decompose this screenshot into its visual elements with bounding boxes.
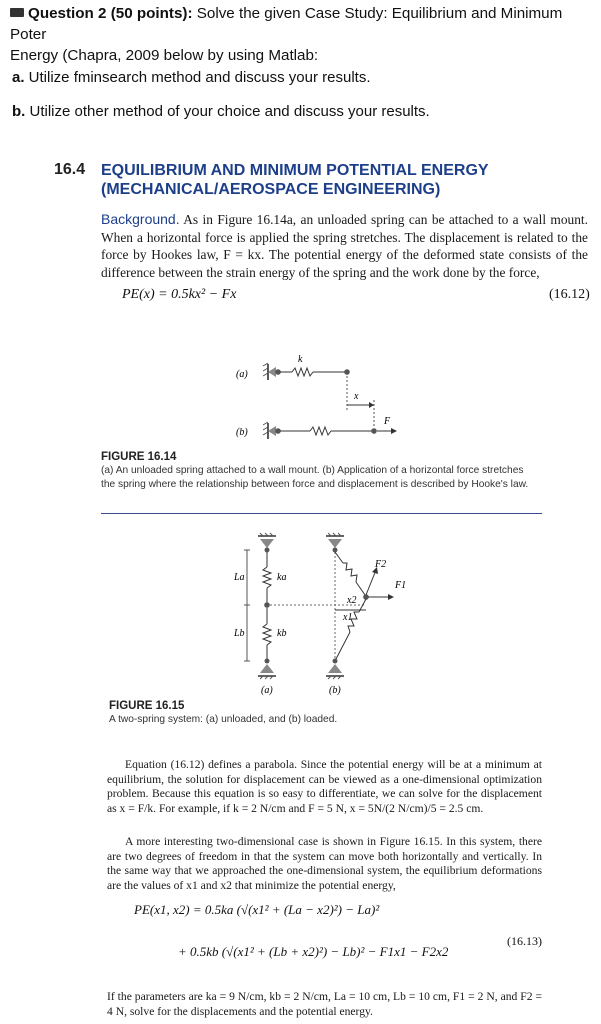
wall-mount-a — [263, 363, 281, 380]
background-text: As in Figure 16.14a, an unloaded spring can be attached to a wall mount. When a horizontal force is applied the spring stretches. The displacement is related to the force by Hookes law, F = kx. The potential energy of the deformed state consists of the difference between the strain energy of the spring and the work done by the force, — [101, 212, 588, 280]
section-title-line1: EQUILIBRIUM AND MINIMUM POTENTIAL ENERGY — [101, 162, 489, 179]
fig15b-bottom-mount — [326, 659, 344, 680]
question-title-bold: Question 2 (50 points): — [28, 5, 193, 22]
fig15-kb-label: kb — [277, 628, 287, 639]
fig15b-displaced-node — [363, 594, 369, 600]
section-title — [101, 161, 489, 199]
fig14-force-arrowhead — [391, 428, 397, 434]
figure-16-15-caption: A two-spring system: (a) unloaded, and (b) loaded. — [109, 714, 338, 725]
figure-divider — [101, 513, 542, 514]
fig15-F2-label: F2 — [375, 559, 387, 570]
section-title-line2: (MECHANICAL/AEROSPACE ENGINEERING) — [101, 181, 441, 198]
fig15-La-label: La — [234, 572, 245, 583]
fig15a-spring-b — [263, 608, 271, 659]
fig14-x-label: x — [354, 391, 359, 402]
fig14-k-label: k — [298, 354, 303, 365]
fig15b-top-mount — [326, 533, 344, 553]
background-label: Background. — [101, 211, 180, 227]
part-a-label: a. — [12, 69, 25, 86]
equation-16-13-line1: PE(x1, x2) = 0.5ka (√(x1² + (La − x2)²) − La)² — [134, 902, 380, 917]
body-paragraph-2: A more interesting two-dimensional case is shown in Figure 16.15. In this system, there are two degrees of freedom in that the system can move both horizontally and vertically. In the same way that we approached the one-dimensional system, the equilibrium deformations are the values of x1 and x2 that minimize the potential energy, — [107, 835, 542, 892]
body-paragraph-3: If the parameters are ka = 9 N/cm, kb = 2 N/cm, La = 10 cm, Lb = 10 cm, F1 = 2 N, and F2 = 4 N, solve for the displacements and the potential energy. — [107, 990, 542, 1018]
fig15-F1-arrowhead — [388, 594, 394, 600]
fig15-label-a: (a) — [261, 685, 273, 696]
part-b-text: Utilize other method of your choice and discuss your results. — [25, 103, 430, 120]
fig14-label-b: (b) — [236, 427, 248, 438]
fig15b-spring-a — [335, 552, 365, 595]
figure-16-14-title: FIGURE 16.14 — [101, 451, 177, 463]
spring-a — [280, 368, 350, 376]
fig15-Lb-label: Lb — [234, 628, 245, 639]
equation-16-13-number: (16.13) — [507, 934, 542, 948]
part-a-text: Utilize fminsearch method and discuss your results. — [24, 69, 371, 86]
fig15a-spring-a — [263, 552, 271, 603]
part-b-label: b. — [12, 103, 26, 120]
figure-16-14-caption: (a) An unloaded spring attached to a wall mount. (b) Application of a horizontal force stretches the spring where the relationship between force and displacement is described by Hooke's law. — [101, 465, 529, 490]
fig15a-bottom-mount — [258, 659, 276, 680]
figure-16-15-title: FIGURE 16.15 — [109, 700, 185, 712]
spring-b — [280, 427, 377, 435]
fig15a-center-node — [264, 602, 270, 608]
fig15-ka-label: ka — [277, 572, 287, 583]
equation-16-13-line2: + 0.5kb (√(x1² + (Lb + x2)²) − Lb)² − F1x1 − F2x2 — [178, 944, 449, 959]
question-title-line2: Energy (Chapra, 2009 below by using Matlab: — [10, 47, 319, 64]
fig15-F2-arrow — [366, 570, 376, 595]
body-paragraph-1: Equation (16.12) defines a parabola. Since the potential energy will be at a minimum at equilibrium, the solution for displacement can be viewed as a one-dimensional optimization problem. Because this equation is so easy to differentiate, we can solve for the displacement as x = F/k. For example, if k = 2 N/cm and F = 5 N, x = 5N/(2 N/cm)/5 = 2.5 cm. — [107, 758, 542, 815]
fig14-label-a: (a) — [236, 369, 248, 380]
fig15-x2-label: x2 — [347, 595, 357, 606]
question-title-rest: Solve the given Case Study: Equilibrium and Minimum Poter — [10, 5, 563, 43]
question-title — [10, 3, 600, 66]
fig15a-top-mount — [258, 533, 276, 553]
fig15b-spring-b — [336, 599, 366, 659]
section-number: 16.4 — [54, 161, 86, 178]
fig15-x1-label: x1 — [343, 612, 353, 623]
fig15-label-b: (b) — [329, 685, 341, 696]
figure-16-14-diagram — [230, 350, 400, 442]
flag-icon — [10, 8, 24, 17]
fig14-x-arrowhead — [369, 402, 374, 408]
wall-mount-b — [263, 422, 281, 439]
figure-16-15-diagram — [225, 532, 425, 697]
equation-16-12-number: (16.12) — [549, 287, 590, 302]
question-part-b — [12, 103, 430, 120]
fig15-F1-label: F1 — [395, 580, 407, 591]
fig14-F-label: F — [384, 416, 391, 427]
background-paragraph — [101, 211, 588, 281]
question-part-a — [12, 69, 371, 86]
equation-16-12: PE(x) = 0.5kx² − Fx — [122, 287, 237, 302]
